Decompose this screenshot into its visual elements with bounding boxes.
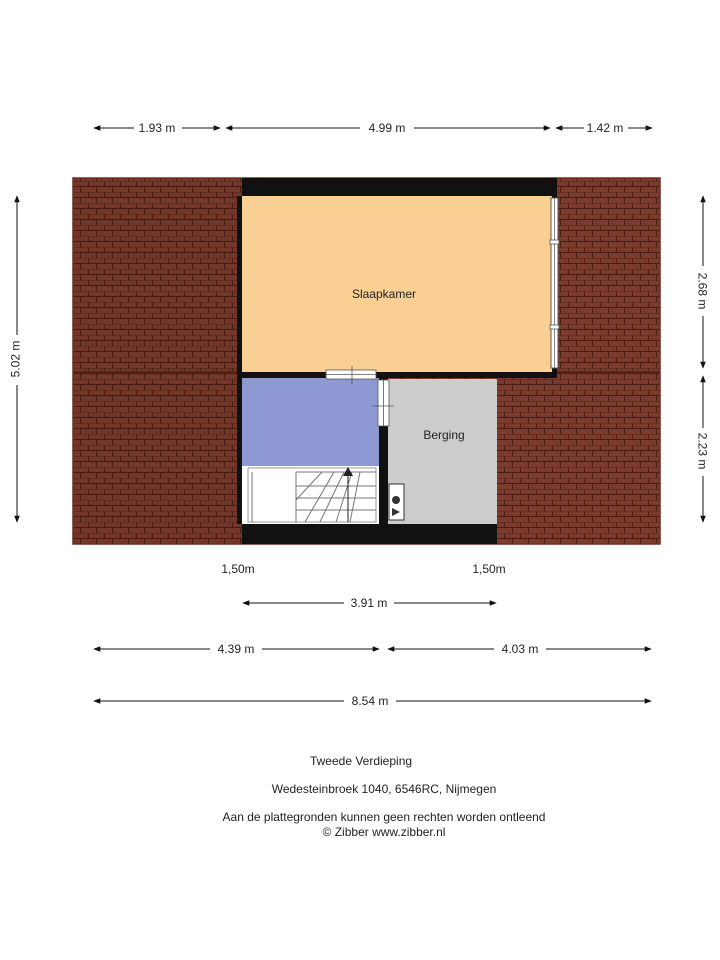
dim-bottom-right-label: 4.03 m bbox=[501, 642, 539, 656]
room-landing bbox=[242, 378, 379, 466]
dim-right-upper-label: 2.68 m bbox=[695, 272, 710, 310]
dim-top-right-label: 1.42 m bbox=[586, 121, 624, 135]
floor-name: Tweede Verdieping bbox=[309, 754, 413, 768]
boiler-icon bbox=[389, 484, 404, 520]
dim-top-left-label: 1.93 m bbox=[138, 121, 176, 135]
dim-total-label: 8.54 m bbox=[351, 694, 389, 708]
address: Wedesteinbroek 1040, 6546RC, Nijmegen bbox=[271, 782, 497, 796]
dim-left-label: 5.02 m bbox=[8, 340, 23, 378]
dim-roof-right-label: 1,50m bbox=[472, 562, 506, 576]
dim-top-middle-label: 4.99 m bbox=[368, 121, 406, 135]
stair-area bbox=[242, 466, 379, 524]
room-label-storage: Berging bbox=[423, 428, 465, 442]
dim-core-label: 3.91 m bbox=[350, 596, 388, 610]
disclaimer: Aan de plattegronden kunnen geen rechten worden ontleend bbox=[222, 810, 546, 824]
dim-right-lower-label: 2.23 m bbox=[695, 432, 710, 470]
dim-bottom-left-label: 4.39 m bbox=[217, 642, 255, 656]
dim-roof-left-label: 1,50m bbox=[221, 562, 255, 576]
room-label-bedroom: Slaapkamer bbox=[351, 287, 417, 301]
roof-shade-left bbox=[73, 178, 242, 544]
room-bedroom bbox=[242, 196, 556, 372]
copyright: © Zibber www.zibber.nl bbox=[322, 825, 446, 839]
